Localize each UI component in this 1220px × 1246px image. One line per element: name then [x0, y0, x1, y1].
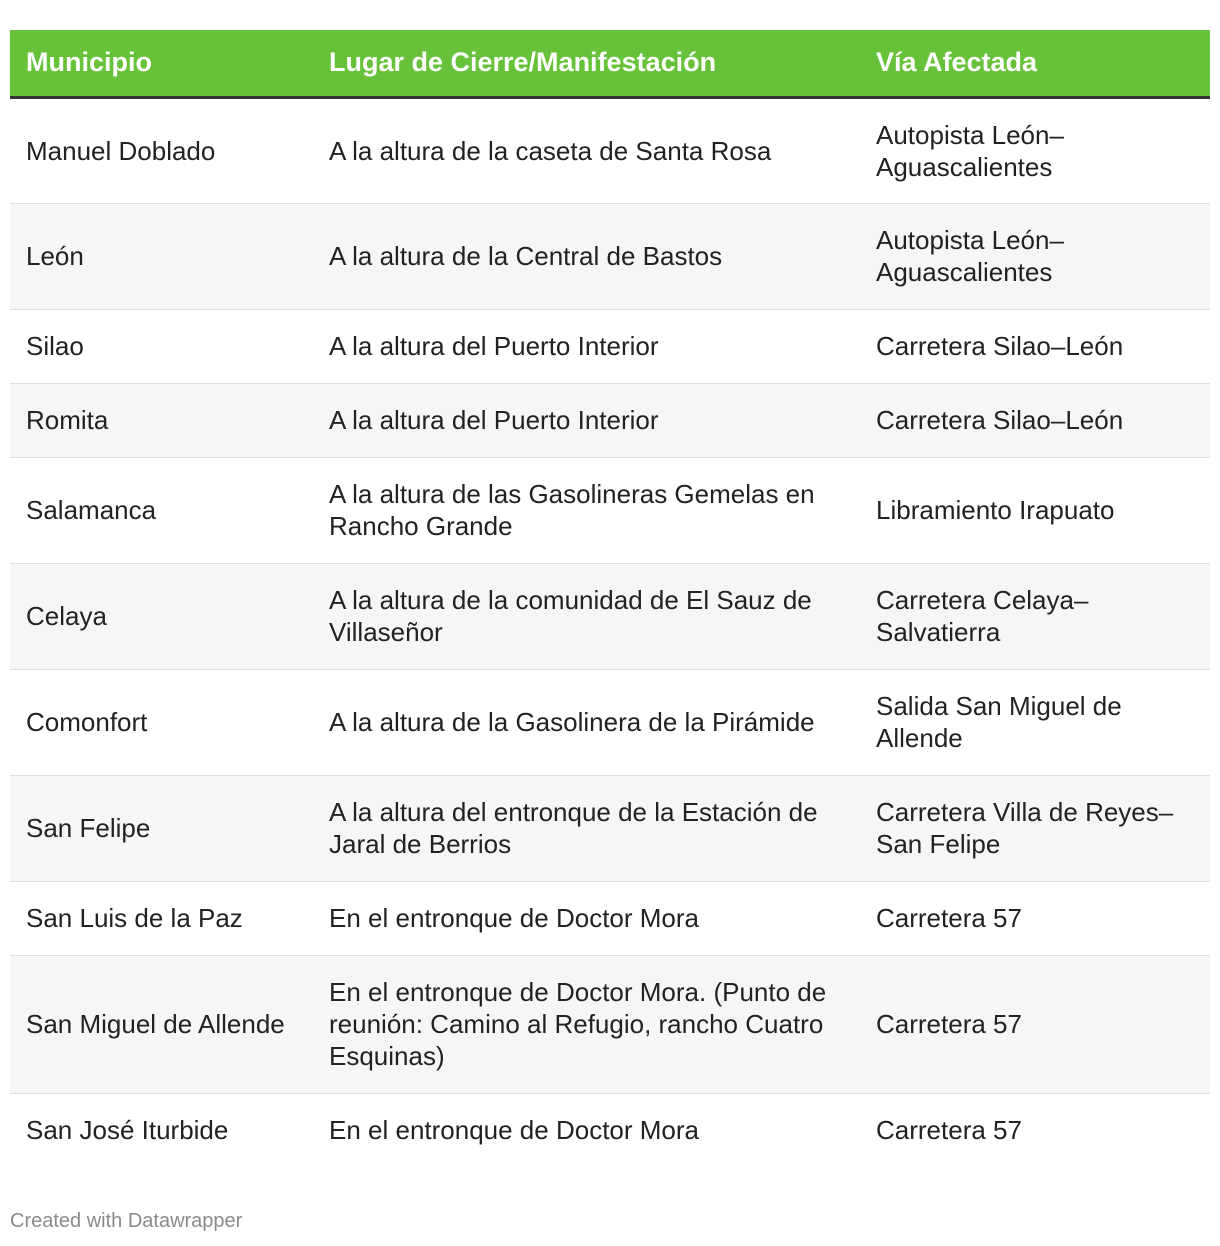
table-row	[10, 1093, 1210, 1167]
cell-municipio: Salamanca	[10, 457, 313, 563]
table-row	[10, 97, 1210, 203]
data-table	[10, 30, 1210, 1167]
cell-via: Libramiento Irapuato	[860, 457, 1210, 563]
cell-lugar: A la altura de la Central de Bastos	[313, 203, 860, 309]
cell-lugar: A la altura del entronque de la Estación de Jaral de Berrios	[313, 775, 860, 881]
cell-via: Carretera Villa de Reyes–San Felipe	[860, 775, 1210, 881]
cell-municipio: Romita	[10, 383, 313, 457]
cell-via: Carretera Celaya–Salvatierra	[860, 563, 1210, 669]
table-row	[10, 309, 1210, 383]
table-row	[10, 881, 1210, 955]
cell-lugar: A la altura de la comunidad de El Sauz de Villaseñor	[313, 563, 860, 669]
data-table-container	[10, 30, 1210, 1167]
cell-municipio: San José Iturbide	[26, 1115, 229, 1146]
table-row	[10, 563, 1210, 669]
cell-municipio: San Felipe	[10, 775, 313, 881]
table-row	[10, 383, 1210, 457]
table-row	[10, 775, 1210, 881]
cell-via: Autopista León–Aguascalientes	[860, 97, 1210, 203]
table-body	[10, 97, 1210, 1167]
cell-via: Carretera 57	[860, 955, 1210, 1093]
cell-via: Carretera 57	[876, 1115, 1022, 1146]
cell-lugar: A la altura de la caseta de Santa Rosa	[313, 97, 860, 203]
cell-municipio: San Luis de la Paz	[10, 881, 313, 955]
cell-municipio: León	[10, 203, 313, 309]
cell-lugar: A la altura del Puerto Interior	[313, 309, 860, 383]
cell-via: Carretera 57	[860, 881, 1210, 955]
cell-lugar: En el entronque de Doctor Mora	[329, 1115, 699, 1146]
table-row	[10, 669, 1210, 775]
table-row	[10, 203, 1210, 309]
cell-via: Salida San Miguel de Allende	[860, 669, 1210, 775]
cell-via: Carretera Silao–León	[860, 309, 1210, 383]
cell-lugar: A la altura de las Gasolineras Gemelas en Rancho Grande	[313, 457, 860, 563]
column-header-municipio[interactable]: Municipio	[10, 30, 313, 97]
column-header-via[interactable]: Vía Afectada	[860, 30, 1210, 97]
datawrapper-credit[interactable]: Created with Datawrapper	[10, 1210, 243, 1232]
table-row	[10, 457, 1210, 563]
header-row	[10, 30, 1210, 97]
table-header	[10, 30, 1210, 97]
cell-municipio: Manuel Doblado	[10, 97, 313, 203]
cell-lugar: En el entronque de Doctor Mora	[313, 881, 860, 955]
cell-lugar: En el entronque de Doctor Mora. (Punto de reunión: Camino al Refugio, rancho Cuatro Esquinas)	[313, 955, 860, 1093]
cell-lugar: A la altura de la Gasolinera de la Pirámide	[313, 669, 860, 775]
table-row	[10, 955, 1210, 1093]
cell-municipio: Comonfort	[10, 669, 313, 775]
cell-via: Autopista León–Aguascalientes	[860, 203, 1210, 309]
cell-municipio: Celaya	[10, 563, 313, 669]
column-header-lugar[interactable]: Lugar de Cierre/Manifestación	[313, 30, 860, 97]
cell-lugar: A la altura del Puerto Interior	[313, 383, 860, 457]
cell-municipio: San Miguel de Allende	[10, 955, 313, 1093]
cell-municipio: Silao	[10, 309, 313, 383]
cell-via: Carretera Silao–León	[860, 383, 1210, 457]
